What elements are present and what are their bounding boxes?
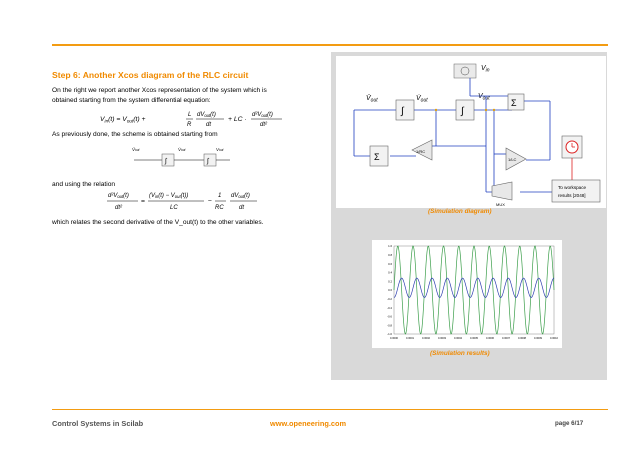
footer-link[interactable]: www.openeering.com xyxy=(270,419,347,428)
caption-simulation-diagram: (Simulation diagram) xyxy=(428,208,492,215)
label-vin: $V_{in}$ xyxy=(481,65,490,74)
y-tick-label: -0.8 xyxy=(387,323,392,328)
svg-text:dVout(t): dVout(t) xyxy=(197,112,216,119)
y-tick-label: 0.2 xyxy=(388,279,392,284)
svg-text:dt: dt xyxy=(239,205,245,211)
x-tick-label: 0.0001 xyxy=(406,337,414,340)
svg-text:L: L xyxy=(188,112,192,118)
closing-paragraph: which relates the second derivative of the V_out(t) to the other variables. xyxy=(52,219,264,226)
svg-text:R: R xyxy=(187,122,192,128)
svg-text:V̈out: V̈out xyxy=(132,147,140,152)
integrator-block-a xyxy=(396,100,414,120)
y-tick-label: -0.2 xyxy=(387,297,392,301)
integrator-block-1 xyxy=(162,154,174,166)
svg-text:d²Vout(t): d²Vout(t) xyxy=(108,193,129,200)
intro-paragraph xyxy=(52,86,324,105)
svg-text:RC: RC xyxy=(215,205,224,211)
svg-text:dt²: dt² xyxy=(115,205,123,211)
label-vout-dot: $V̇_{out}$ xyxy=(416,95,428,104)
sum-symbol: Σ xyxy=(511,98,517,108)
x-tick-label: 0.0002 xyxy=(422,337,430,340)
label-vout: $V_{out}$ xyxy=(478,93,490,102)
relation-paragraph: and using the relation xyxy=(52,181,116,188)
sum-symbol-left: Σ xyxy=(374,152,380,162)
simulation-diagram xyxy=(336,56,606,208)
y-tick-label: 0.6 xyxy=(388,261,392,266)
equation-2 xyxy=(104,190,304,214)
top-rule xyxy=(52,44,608,46)
svg-text:+ LC ·: + LC · xyxy=(228,116,247,123)
simulation-results-chart xyxy=(372,240,562,348)
integrator-block-2 xyxy=(204,154,216,166)
x-tick-label: 0.0006 xyxy=(486,337,494,340)
integrator-chain-diagram xyxy=(130,142,250,168)
x-tick-label: 0.0003 xyxy=(438,337,446,340)
x-tick-label: 0.0008 xyxy=(518,337,526,340)
scheme-paragraph: As previously done, the scheme is obtained starting from xyxy=(52,131,218,138)
svg-text:∫: ∫ xyxy=(401,106,404,117)
intro-line-2: obtained starting from the system differential equation: xyxy=(52,96,211,104)
x-tick-label: 0.0007 xyxy=(502,337,510,340)
footer-title: Control Systems in Scilab xyxy=(52,419,144,428)
svg-text:dVout(t): dVout(t) xyxy=(231,193,250,200)
gain-rc-label: 1/RC xyxy=(416,149,426,154)
svg-text:d²Vout(t): d²Vout(t) xyxy=(252,112,273,119)
svg-text:∫: ∫ xyxy=(461,106,464,117)
gain-lc-label: 1/LC xyxy=(508,157,517,162)
y-tick-label: 0.4 xyxy=(388,270,392,275)
svg-text:−: − xyxy=(208,198,212,205)
x-tick-label: 0.0000 xyxy=(390,337,398,340)
y-tick-label: -0.4 xyxy=(387,305,392,310)
x-tick-label: 0.0004 xyxy=(454,337,462,340)
svg-text:Vout: Vout xyxy=(216,147,224,152)
y-tick-label: -0.6 xyxy=(387,314,392,319)
svg-text:V̇out: V̇out xyxy=(178,147,186,152)
mux-label: MUX xyxy=(496,202,505,207)
to-workspace-sublabel: results [2048] xyxy=(558,193,586,198)
x-tick-label: 0.0010 xyxy=(550,337,558,340)
y-tick-label: 0.8 xyxy=(388,253,392,257)
x-tick-label: 0.0005 xyxy=(470,337,478,340)
intro-line-1: On the right we report another Xcos representation of the system which is xyxy=(52,87,267,94)
y-tick-label: 1.0 xyxy=(388,244,392,249)
caption-simulation-results: (Simulation results) xyxy=(430,350,490,357)
label-vout-ddot: $V̈_{out}$ xyxy=(366,95,378,104)
svg-text:LC: LC xyxy=(170,205,178,211)
equation-1 xyxy=(100,108,300,130)
svg-text:Vin(t) = Vout(t) +: $V_{in}(t) = V_{out}(t)$ + xyxy=(100,116,146,124)
y-tick-label: 0.0 xyxy=(388,288,392,293)
vin-source-block xyxy=(454,64,476,78)
integrator-block-b xyxy=(456,100,474,120)
svg-text:(Vin(t) − Vout(t)): (Vin(t) − Vout(t)) xyxy=(149,193,189,200)
plot-area xyxy=(394,246,554,334)
svg-text:dt: dt xyxy=(206,122,212,128)
x-tick-label: 0.0009 xyxy=(534,337,542,340)
svg-text:1: 1 xyxy=(218,193,222,199)
to-workspace-block xyxy=(552,180,600,202)
svg-text:∫: ∫ xyxy=(207,158,209,165)
svg-text:=: = xyxy=(141,198,145,205)
section-heading: Step 6: Another Xcos diagram of the RLC circuit xyxy=(52,70,249,80)
to-workspace-label: To workspace xyxy=(558,185,587,190)
footer-page-number: page 6/17 xyxy=(555,420,584,427)
svg-text:∫: ∫ xyxy=(165,158,167,165)
y-tick-label: -1.0 xyxy=(387,332,392,337)
svg-text:dt²: dt² xyxy=(260,122,268,128)
bottom-rule xyxy=(52,409,608,410)
